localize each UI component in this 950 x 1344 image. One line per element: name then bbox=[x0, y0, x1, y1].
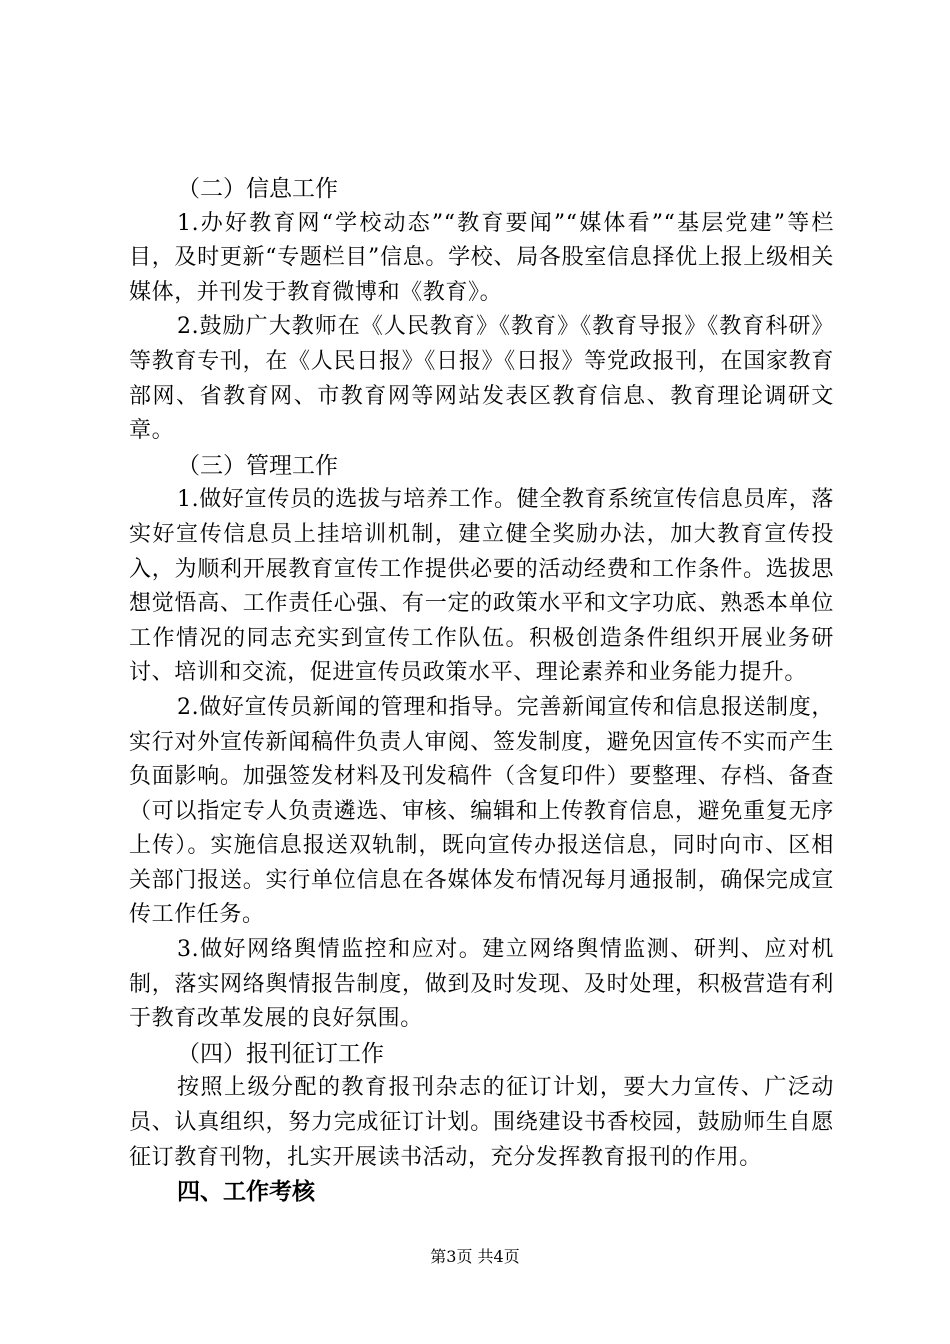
section-heading-management-work: （三）管理工作 bbox=[177, 452, 338, 479]
section-heading-info-work: （二）信息工作 bbox=[177, 176, 338, 202]
paragraph-info-1: 1.办好教育网“学校动态”“教育要闻”“媒体看”“基层党建”等栏目，及时更新“专题栏目”信息。学校、局各股室信息择优上报上级相关媒体，并刊发于教育微博和《教育》。 bbox=[129, 210, 834, 305]
paragraph-management-1: 1.做好宣传员的选拔与培养工作。健全教育系统宣传信息员库，落实好宣传信息员上挂培训机制，建立健全奖励办法，加大教育宣传投入，为顺利开展教育宣传工作提供必要的活动经费和工作条件。选拔思想觉悟高、工作责任心强、有一定的政策水平和文字功底、熟悉本单位工作情况的同志充实到宣传工作队伍。积极创造条件组织开展业务研讨、培训和交流，促进宣传员政策水平、理论素养和业务能力提升。 bbox=[129, 487, 834, 686]
document-body bbox=[129, 172, 834, 1210]
page-number-footer: 第3页 共4页 bbox=[430, 1247, 520, 1266]
paragraph-management-2: 2.做好宣传员新闻的管理和指导。完善新闻宣传和信息报送制度，实行对外宣传新闻稿件负责人审阅、签发制度，避免因宣传不实而产生负面影响。加强签发材料及刊发稿件（含复印件）要整理、存档、备查（可以指定专人负责遴选、审核、编辑和上传教育信息，避免重复无序上传）。实施信息报送双轨制，既向宣传办报送信息，同时向市、区相关部门报送。实行单位信息在各媒体发布情况每月通报制，确保完成宣传工作任务。 bbox=[129, 694, 834, 928]
paragraph-subscription: 按照上级分配的教育报刊杂志的征订计划，要大力宣传、广泛动员、认真组织，努力完成征订计划。围绕建设书香校园，鼓励师生自愿征订教育刊物，扎实开展读书活动，充分发挥教育报刊的作用。 bbox=[129, 1075, 834, 1170]
section-heading-subscription-work: （四）报刊征订工作 bbox=[177, 1040, 384, 1067]
section-heading-assessment: 四、工作考核 bbox=[177, 1179, 315, 1206]
paragraph-info-2: 2.鼓励广大教师在《人民教育》《教育》《教育导报》《教育科研》等教育专刊，在《人民日报》《日报》《日报》等党政报刊，在国家教育部网、省教育网、市教育网等网站发表区教育信息、教育理论调研文章。 bbox=[129, 314, 834, 444]
paragraph-management-3: 3.做好网络舆情监控和应对。建立网络舆情监测、研判、应对机制，落实网络舆情报告制度，做到及时发现、及时处理，积极营造有利于教育改革发展的良好氛围。 bbox=[129, 937, 834, 1032]
